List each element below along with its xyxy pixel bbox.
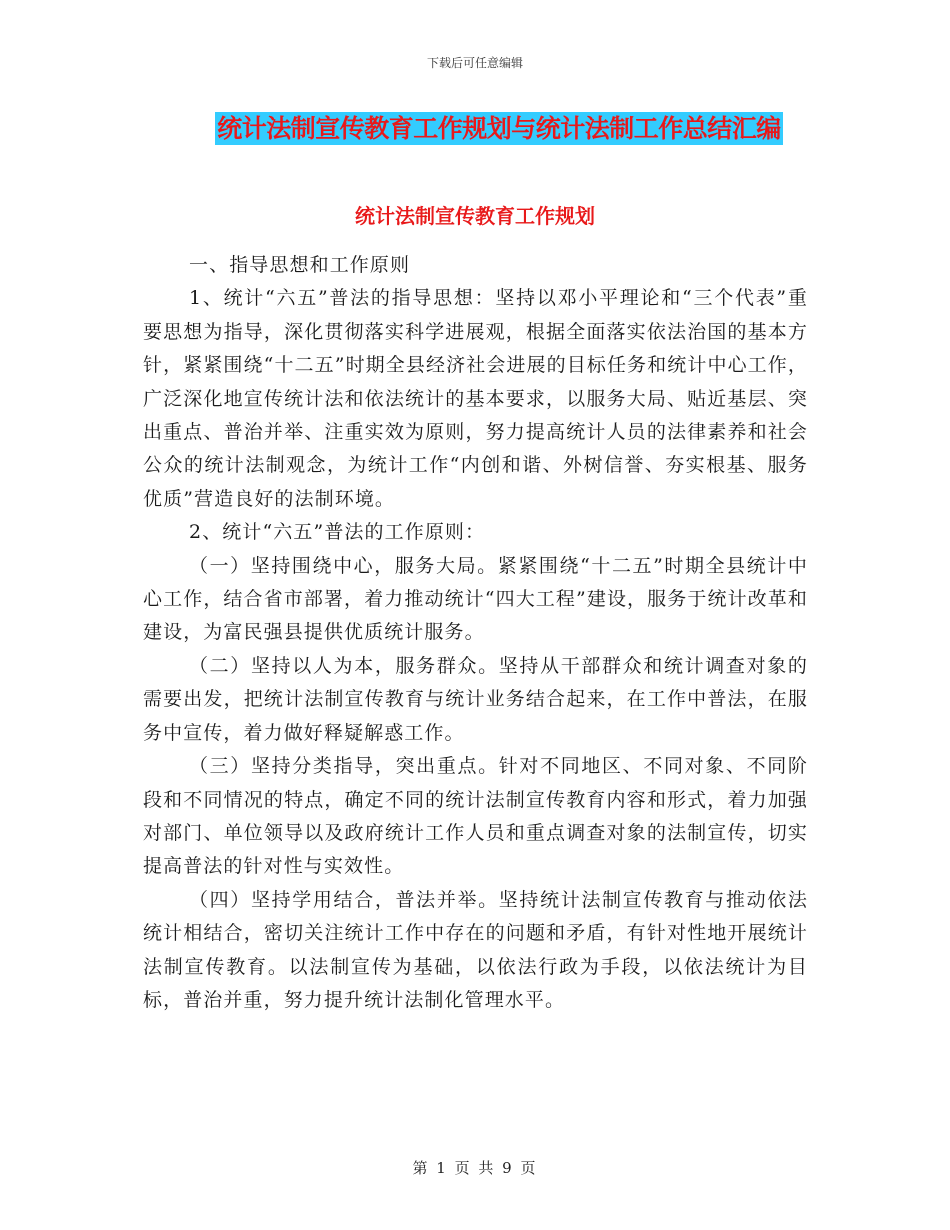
document-title: 统计法制宣传教育工作规划与统计法制工作总结汇编	[217, 114, 781, 143]
document-body	[143, 249, 808, 1017]
paragraph-guiding-thought: 1、统计“六五”普法的指导思想：坚持以邓小平理论和“三个代表”重要思想为指导，深化贯彻落实科学进展观，根据全面落实依法治国的基本方针，紧紧围绕“十二五”时期全县经济社会进展的目标任务和统计中心工作，广泛深化地宣传统计法和依法统计的基本要求，以服务大局、贴近基层、突出重点、普治并举、注重实效为原则，努力提高统计人员的法律素养和社会公众的统计法制观念，为统计工作“内创和谐、外树信誉、夯实根基、服务优质”营造良好的法制环境。	[143, 287, 808, 510]
paragraph-principle-3: （三）坚持分类指导，突出重点。针对不同地区、不同对象、不同阶段和不同情况的特点，确定不同的统计法制宣传教育内容和形式，着力加强对部门、单位领导以及政府统计工作人员和重点调查对象的法制宣传，切实提高普法的针对性与实效性。	[143, 755, 808, 878]
page-number: 第 1 页 共 9 页	[412, 1159, 538, 1177]
paragraph-heading-1: 一、指导思想和工作原则	[189, 254, 411, 276]
paragraph-principle-1: （一）坚持围绕中心，服务大局。紧紧围绕“十二五”时期全县统计中心工作，结合省市部署，着力推动统计“四大工程”建设，服务于统计改革和建设，为富民强县提供优质统计服务。	[143, 554, 808, 644]
header-note: 下载后可任意编辑	[426, 56, 523, 70]
paragraph-principle-2: （二）坚持以人为本，服务群众。坚持从干部群众和统计调查对象的需要出发，把统计法制宣传教育与统计业务结合起来，在工作中普法，在服务中宣传，着力做好释疑解惑工作。	[143, 654, 808, 744]
paragraph-principles-heading: 2、统计“六五”普法的工作原则：	[189, 521, 486, 544]
paragraph-principle-4: （四）坚持学用结合，普法并举。坚持统计法制宣传教育与推动依法统计相结合，密切关注统计工作中存在的问题和矛盾，有针对性地开展统计法制宣传教育。以法制宣传为基础，以依法行政为手段，以依法统计为目标，普治并重，努力提升统计法制化管理水平。	[143, 888, 808, 1011]
section-title: 统计法制宣传教育工作规划	[355, 204, 595, 228]
document-title-wrap	[0, 112, 950, 145]
